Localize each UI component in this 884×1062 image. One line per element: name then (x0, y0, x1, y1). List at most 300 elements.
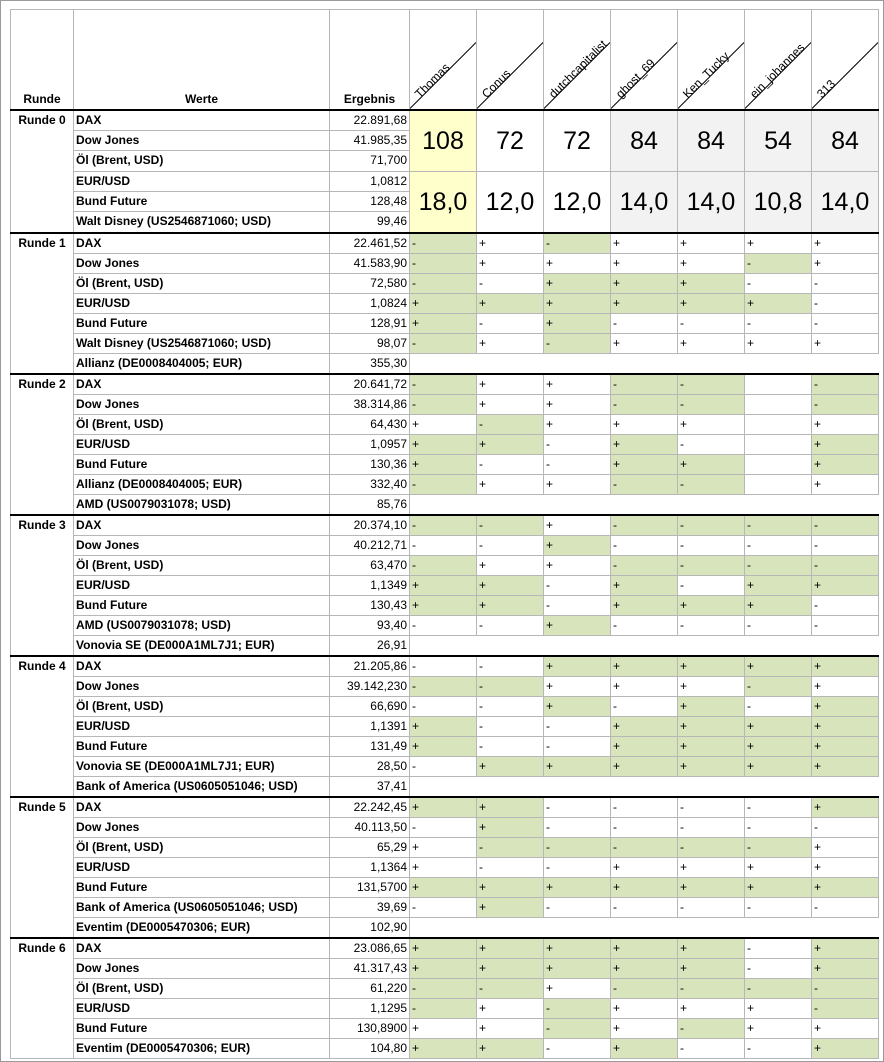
bet-cell[interactable]: - (611, 515, 678, 536)
bet-cell[interactable]: + (410, 595, 477, 615)
bet-cell[interactable]: - (544, 736, 611, 756)
score-cell[interactable]: 72 (544, 110, 611, 172)
value-name[interactable]: Vonovia SE (DE000A1ML7J1; EUR) (74, 756, 330, 776)
value-name[interactable]: AMD (US0079031078; USD) (74, 494, 330, 515)
bet-cell[interactable]: - (678, 555, 745, 575)
result-value[interactable]: 98,07 (330, 333, 410, 353)
score-cell[interactable]: 14,0 (611, 171, 678, 233)
bet-cell[interactable]: + (745, 998, 812, 1018)
value-name[interactable]: Eventim (DE0005470306; EUR) (74, 1038, 330, 1058)
result-value[interactable]: 128,48 (330, 191, 410, 211)
bet-cell[interactable]: + (812, 756, 879, 776)
bet-cell[interactable]: + (544, 958, 611, 978)
value-name[interactable]: EUR/USD (74, 575, 330, 595)
bet-cell[interactable]: + (410, 313, 477, 333)
bet-cell[interactable]: + (812, 233, 879, 254)
bet-cell[interactable]: + (678, 716, 745, 736)
bet-cell[interactable]: + (544, 414, 611, 434)
result-value[interactable]: 38.314,86 (330, 394, 410, 414)
result-value[interactable]: 131,5700 (330, 877, 410, 897)
bet-cell[interactable]: + (812, 1038, 879, 1058)
value-name[interactable]: Dow Jones (74, 253, 330, 273)
header-player-1[interactable] (410, 10, 477, 110)
bet-cell[interactable]: - (410, 535, 477, 555)
bet-cell[interactable]: - (410, 555, 477, 575)
bet-cell[interactable]: + (544, 978, 611, 998)
result-value[interactable]: 128,91 (330, 313, 410, 333)
bet-cell[interactable]: + (812, 1018, 879, 1038)
bet-cell[interactable]: + (611, 958, 678, 978)
bet-cell[interactable]: - (410, 474, 477, 494)
bet-cell[interactable]: + (678, 736, 745, 756)
result-value[interactable]: 130,43 (330, 595, 410, 615)
bet-cell[interactable]: + (477, 797, 544, 818)
value-name[interactable]: Dow Jones (74, 535, 330, 555)
bet-cell[interactable]: + (812, 958, 879, 978)
result-value[interactable]: 102,90 (330, 917, 410, 938)
value-name[interactable]: Öl (Brent, USD) (74, 555, 330, 575)
bet-cell[interactable]: - (812, 817, 879, 837)
round-label[interactable]: Runde 3 (11, 515, 74, 656)
round-label[interactable]: Runde 4 (11, 656, 74, 797)
bet-cell[interactable]: - (812, 615, 879, 635)
bet-cell[interactable]: + (410, 857, 477, 877)
bet-cell[interactable]: - (410, 273, 477, 293)
header-runde[interactable]: Runde (11, 10, 74, 110)
header-player-7[interactable] (812, 10, 879, 110)
bet-cell[interactable]: - (477, 716, 544, 736)
bet-cell[interactable]: + (678, 454, 745, 474)
bet-cell[interactable]: - (611, 474, 678, 494)
result-value[interactable]: 41.583,90 (330, 253, 410, 273)
result-value[interactable]: 1,1295 (330, 998, 410, 1018)
value-name[interactable]: DAX (74, 374, 330, 395)
bet-cell[interactable]: + (611, 253, 678, 273)
bet-cell[interactable]: - (410, 696, 477, 716)
bet-cell[interactable]: + (678, 877, 745, 897)
result-value[interactable]: 1,1391 (330, 716, 410, 736)
bet-cell[interactable]: + (611, 1018, 678, 1038)
bet-cell[interactable]: - (745, 676, 812, 696)
value-name[interactable]: AMD (US0079031078; USD) (74, 615, 330, 635)
bet-cell[interactable]: + (410, 454, 477, 474)
bet-cell[interactable]: + (745, 595, 812, 615)
bet-cell[interactable]: - (678, 1038, 745, 1058)
bet-cell[interactable]: - (611, 817, 678, 837)
bet-cell[interactable]: + (812, 696, 879, 716)
bet-cell[interactable]: + (477, 293, 544, 313)
score-cell[interactable]: 72 (477, 110, 544, 172)
bet-cell[interactable]: - (812, 998, 879, 1018)
bet-cell[interactable]: - (477, 736, 544, 756)
bet-cell[interactable]: - (678, 374, 745, 395)
bet-cell[interactable]: - (611, 535, 678, 555)
header-player-6[interactable] (745, 10, 812, 110)
bet-cell[interactable]: + (611, 756, 678, 776)
bet-cell[interactable]: + (745, 656, 812, 677)
bet-cell[interactable]: + (812, 253, 879, 273)
value-name[interactable]: EUR/USD (74, 716, 330, 736)
bet-cell[interactable]: - (611, 374, 678, 395)
result-value[interactable]: 332,40 (330, 474, 410, 494)
result-value[interactable]: 22.461,52 (330, 233, 410, 254)
bet-cell[interactable]: + (544, 696, 611, 716)
result-value[interactable]: 22.242,45 (330, 797, 410, 818)
bet-cell[interactable]: + (812, 575, 879, 595)
bet-cell[interactable]: - (477, 515, 544, 536)
value-name[interactable]: Bund Future (74, 877, 330, 897)
bet-cell[interactable]: + (477, 595, 544, 615)
bet-cell[interactable]: - (745, 535, 812, 555)
bet-cell[interactable]: - (611, 696, 678, 716)
bet-cell[interactable]: - (745, 938, 812, 959)
bet-cell[interactable]: - (812, 535, 879, 555)
bet-cell[interactable]: - (477, 676, 544, 696)
bet-cell[interactable]: + (477, 938, 544, 959)
bet-cell[interactable]: + (745, 293, 812, 313)
value-name[interactable]: DAX (74, 233, 330, 254)
value-name[interactable]: Bund Future (74, 595, 330, 615)
bet-cell[interactable]: - (745, 817, 812, 837)
bet-cell[interactable]: - (544, 998, 611, 1018)
round-label[interactable]: Runde 5 (11, 797, 74, 938)
bet-cell[interactable]: + (678, 656, 745, 677)
result-value[interactable]: 131,49 (330, 736, 410, 756)
bet-cell[interactable]: - (544, 1038, 611, 1058)
value-name[interactable]: Öl (Brent, USD) (74, 978, 330, 998)
bet-cell[interactable]: - (477, 656, 544, 677)
bet-cell[interactable]: + (745, 736, 812, 756)
result-value[interactable]: 72,580 (330, 273, 410, 293)
bet-cell[interactable]: - (477, 978, 544, 998)
bet-cell[interactable]: + (812, 797, 879, 818)
bet-cell[interactable]: - (745, 515, 812, 536)
bet-cell[interactable]: + (410, 434, 477, 454)
bet-cell[interactable]: - (745, 313, 812, 333)
score-cell[interactable]: 84 (812, 110, 879, 172)
empty-cell[interactable] (410, 776, 879, 797)
score-cell[interactable]: 18,0 (410, 171, 477, 233)
bet-cell[interactable]: + (678, 293, 745, 313)
bet-cell[interactable]: - (678, 394, 745, 414)
result-value[interactable]: 20.374,10 (330, 515, 410, 536)
result-value[interactable]: 41.317,43 (330, 958, 410, 978)
result-value[interactable]: 355,30 (330, 353, 410, 374)
bet-cell[interactable]: + (812, 414, 879, 434)
result-value[interactable]: 66,690 (330, 696, 410, 716)
bet-cell[interactable]: + (410, 1038, 477, 1058)
bet-cell[interactable]: - (544, 233, 611, 254)
bet-cell[interactable]: - (678, 515, 745, 536)
result-value[interactable]: 1,0957 (330, 434, 410, 454)
bet-cell[interactable]: + (544, 535, 611, 555)
bet-cell[interactable]: - (812, 374, 879, 395)
bet-cell[interactable]: + (812, 877, 879, 897)
bet-cell[interactable]: - (678, 615, 745, 635)
bet-cell[interactable]: + (611, 293, 678, 313)
empty-cell[interactable] (410, 494, 879, 515)
bet-cell[interactable]: - (544, 454, 611, 474)
value-name[interactable]: EUR/USD (74, 293, 330, 313)
bet-cell[interactable]: - (745, 837, 812, 857)
value-name[interactable]: EUR/USD (74, 998, 330, 1018)
score-cell[interactable]: 12,0 (477, 171, 544, 233)
bet-cell[interactable]: - (812, 897, 879, 917)
bet-cell[interactable]: - (812, 555, 879, 575)
bet-cell[interactable]: - (812, 313, 879, 333)
bet-cell[interactable]: + (410, 736, 477, 756)
bet-cell[interactable]: + (410, 293, 477, 313)
value-name[interactable]: Öl (Brent, USD) (74, 273, 330, 293)
bet-cell[interactable]: - (745, 1038, 812, 1058)
bet-cell[interactable]: + (544, 756, 611, 776)
value-name[interactable]: DAX (74, 938, 330, 959)
bet-cell[interactable]: + (544, 555, 611, 575)
value-name[interactable]: Dow Jones (74, 130, 330, 150)
bet-cell[interactable]: - (812, 595, 879, 615)
value-name[interactable]: Allianz (DE0008404005; EUR) (74, 353, 330, 374)
value-name[interactable]: Eventim (DE0005470306; EUR) (74, 917, 330, 938)
bet-cell[interactable]: - (611, 837, 678, 857)
result-value[interactable]: 1,1349 (330, 575, 410, 595)
bet-cell[interactable]: - (544, 897, 611, 917)
bet-cell[interactable]: + (678, 696, 745, 716)
bet-cell[interactable]: - (410, 615, 477, 635)
bet-cell[interactable]: + (611, 434, 678, 454)
value-name[interactable]: Bund Future (74, 1018, 330, 1038)
bet-cell[interactable]: + (410, 837, 477, 857)
empty-cell[interactable] (410, 917, 879, 938)
bet-cell[interactable]: + (544, 676, 611, 696)
bet-cell[interactable]: + (611, 595, 678, 615)
bet-cell[interactable]: - (410, 374, 477, 395)
value-name[interactable]: Walt Disney (US2546871060; USD) (74, 333, 330, 353)
bet-cell[interactable]: - (544, 333, 611, 353)
value-name[interactable]: DAX (74, 110, 330, 131)
bet-cell[interactable]: - (477, 857, 544, 877)
value-name[interactable]: Öl (Brent, USD) (74, 696, 330, 716)
empty-cell[interactable] (410, 635, 879, 656)
bet-cell[interactable]: + (611, 716, 678, 736)
bet-cell[interactable]: - (410, 233, 477, 254)
result-value[interactable]: 1,0824 (330, 293, 410, 313)
bet-cell[interactable]: + (678, 414, 745, 434)
bet-cell[interactable]: + (477, 897, 544, 917)
value-name[interactable]: Bank of America (US0605051046; USD) (74, 897, 330, 917)
bet-cell[interactable]: - (477, 615, 544, 635)
bet-cell[interactable]: + (544, 938, 611, 959)
bet-cell[interactable]: + (410, 716, 477, 736)
bet-cell[interactable]: + (611, 656, 678, 677)
bet-cell[interactable]: + (812, 837, 879, 857)
bet-cell[interactable]: + (544, 273, 611, 293)
bet-cell[interactable]: + (477, 958, 544, 978)
bet-cell[interactable]: + (611, 233, 678, 254)
bet-cell[interactable]: - (678, 535, 745, 555)
bet-cell[interactable]: + (544, 394, 611, 414)
round-label[interactable]: Runde 1 (11, 233, 74, 374)
bet-cell[interactable]: + (678, 333, 745, 353)
bet-cell[interactable]: - (544, 797, 611, 818)
score-cell[interactable]: 84 (611, 110, 678, 172)
value-name[interactable]: Bund Future (74, 313, 330, 333)
bet-cell[interactable]: - (611, 897, 678, 917)
value-name[interactable]: EUR/USD (74, 171, 330, 191)
bet-cell[interactable]: + (611, 676, 678, 696)
bet-cell[interactable]: - (477, 313, 544, 333)
bet-cell[interactable]: + (678, 253, 745, 273)
bet-cell[interactable]: + (678, 958, 745, 978)
bet-cell[interactable]: + (611, 736, 678, 756)
bet-cell[interactable]: + (477, 998, 544, 1018)
value-name[interactable]: DAX (74, 515, 330, 536)
bet-cell[interactable]: + (611, 1038, 678, 1058)
value-name[interactable]: Dow Jones (74, 676, 330, 696)
result-value[interactable]: 71,700 (330, 151, 410, 171)
value-name[interactable]: Öl (Brent, USD) (74, 414, 330, 434)
bet-cell[interactable]: - (477, 454, 544, 474)
bet-cell[interactable]: + (678, 938, 745, 959)
bet-cell[interactable]: - (678, 313, 745, 333)
bet-cell[interactable]: - (745, 978, 812, 998)
bet-cell[interactable] (745, 414, 812, 434)
bet-cell[interactable]: - (410, 333, 477, 353)
bet-cell[interactable]: + (812, 857, 879, 877)
bet-cell[interactable]: + (544, 474, 611, 494)
bet-cell[interactable]: + (611, 575, 678, 595)
score-cell[interactable]: 14,0 (812, 171, 879, 233)
bet-cell[interactable] (745, 394, 812, 414)
bet-cell[interactable]: - (410, 676, 477, 696)
result-value[interactable]: 99,46 (330, 212, 410, 233)
bet-cell[interactable]: + (477, 817, 544, 837)
value-name[interactable]: EUR/USD (74, 857, 330, 877)
value-name[interactable]: Allianz (DE0008404005; EUR) (74, 474, 330, 494)
bet-cell[interactable]: + (812, 656, 879, 677)
bet-cell[interactable]: + (812, 676, 879, 696)
result-value[interactable]: 40.113,50 (330, 817, 410, 837)
bet-cell[interactable]: - (544, 716, 611, 736)
bet-cell[interactable]: + (745, 333, 812, 353)
header-player-3[interactable] (544, 10, 611, 110)
bet-cell[interactable]: - (611, 978, 678, 998)
bet-cell[interactable]: + (477, 253, 544, 273)
value-name[interactable]: Bund Future (74, 454, 330, 474)
bet-cell[interactable]: + (410, 1018, 477, 1038)
value-name[interactable]: Walt Disney (US2546871060; USD) (74, 212, 330, 233)
bet-cell[interactable]: - (410, 978, 477, 998)
bet-cell[interactable]: + (410, 575, 477, 595)
result-value[interactable]: 65,29 (330, 837, 410, 857)
bet-cell[interactable]: + (410, 414, 477, 434)
result-value[interactable]: 21.205,86 (330, 656, 410, 677)
bet-cell[interactable]: - (745, 615, 812, 635)
result-value[interactable]: 61,220 (330, 978, 410, 998)
value-name[interactable]: Öl (Brent, USD) (74, 151, 330, 171)
bet-cell[interactable] (745, 474, 812, 494)
bet-cell[interactable]: + (477, 1018, 544, 1038)
bet-cell[interactable]: - (410, 253, 477, 273)
bet-cell[interactable]: - (745, 958, 812, 978)
bet-cell[interactable]: + (812, 716, 879, 736)
bet-cell[interactable]: + (812, 333, 879, 353)
bet-cell[interactable]: + (544, 615, 611, 635)
bet-cell[interactable]: - (544, 595, 611, 615)
bet-cell[interactable]: + (611, 414, 678, 434)
bet-cell[interactable]: - (611, 615, 678, 635)
bet-cell[interactable]: - (678, 474, 745, 494)
bet-cell[interactable]: + (544, 374, 611, 395)
bet-cell[interactable]: - (745, 797, 812, 818)
bet-cell[interactable]: + (611, 877, 678, 897)
bet-cell[interactable]: + (745, 716, 812, 736)
bet-cell[interactable]: - (745, 897, 812, 917)
bet-cell[interactable]: + (611, 333, 678, 353)
bet-cell[interactable]: - (611, 797, 678, 818)
bet-cell[interactable]: + (745, 575, 812, 595)
value-name[interactable]: Dow Jones (74, 394, 330, 414)
bet-cell[interactable]: + (477, 434, 544, 454)
round-label[interactable]: Runde 0 (11, 110, 74, 233)
bet-cell[interactable]: - (410, 656, 477, 677)
bet-cell[interactable]: - (611, 394, 678, 414)
bet-cell[interactable]: - (678, 978, 745, 998)
result-value[interactable]: 104,80 (330, 1038, 410, 1058)
bet-cell[interactable]: + (745, 877, 812, 897)
bet-cell[interactable]: + (678, 998, 745, 1018)
bet-cell[interactable]: - (544, 1018, 611, 1038)
bet-cell[interactable]: + (477, 394, 544, 414)
bet-cell[interactable]: + (678, 756, 745, 776)
bet-cell[interactable]: - (544, 817, 611, 837)
bet-cell[interactable]: - (477, 696, 544, 716)
bet-cell[interactable]: - (745, 273, 812, 293)
bet-cell[interactable]: + (812, 454, 879, 474)
bet-cell[interactable]: - (410, 897, 477, 917)
bet-cell[interactable] (745, 434, 812, 454)
value-name[interactable]: Bund Future (74, 191, 330, 211)
bet-cell[interactable] (745, 454, 812, 474)
header-werte[interactable]: Werte (74, 10, 330, 110)
bet-cell[interactable]: - (678, 837, 745, 857)
score-cell[interactable]: 108 (410, 110, 477, 172)
bet-cell[interactable]: - (812, 394, 879, 414)
bet-cell[interactable]: - (410, 515, 477, 536)
bet-cell[interactable]: - (745, 555, 812, 575)
bet-cell[interactable]: - (477, 535, 544, 555)
bet-cell[interactable]: - (745, 253, 812, 273)
bet-cell[interactable]: - (477, 414, 544, 434)
bet-cell[interactable]: + (745, 1018, 812, 1038)
score-cell[interactable]: 84 (678, 110, 745, 172)
bet-cell[interactable]: - (410, 998, 477, 1018)
bet-cell[interactable]: - (812, 293, 879, 313)
bet-cell[interactable]: + (410, 877, 477, 897)
bet-cell[interactable]: - (678, 1018, 745, 1038)
header-player-4[interactable] (611, 10, 678, 110)
bet-cell[interactable]: + (477, 575, 544, 595)
bet-cell[interactable]: - (477, 273, 544, 293)
bet-cell[interactable]: - (678, 797, 745, 818)
bet-cell[interactable]: - (477, 837, 544, 857)
header-player-2[interactable] (477, 10, 544, 110)
bet-cell[interactable]: + (812, 474, 879, 494)
bet-cell[interactable]: + (410, 938, 477, 959)
bet-cell[interactable]: + (544, 877, 611, 897)
value-name[interactable]: Vonovia SE (DE000A1ML7J1; EUR) (74, 635, 330, 656)
result-value[interactable]: 1,1364 (330, 857, 410, 877)
bet-cell[interactable]: - (678, 575, 745, 595)
